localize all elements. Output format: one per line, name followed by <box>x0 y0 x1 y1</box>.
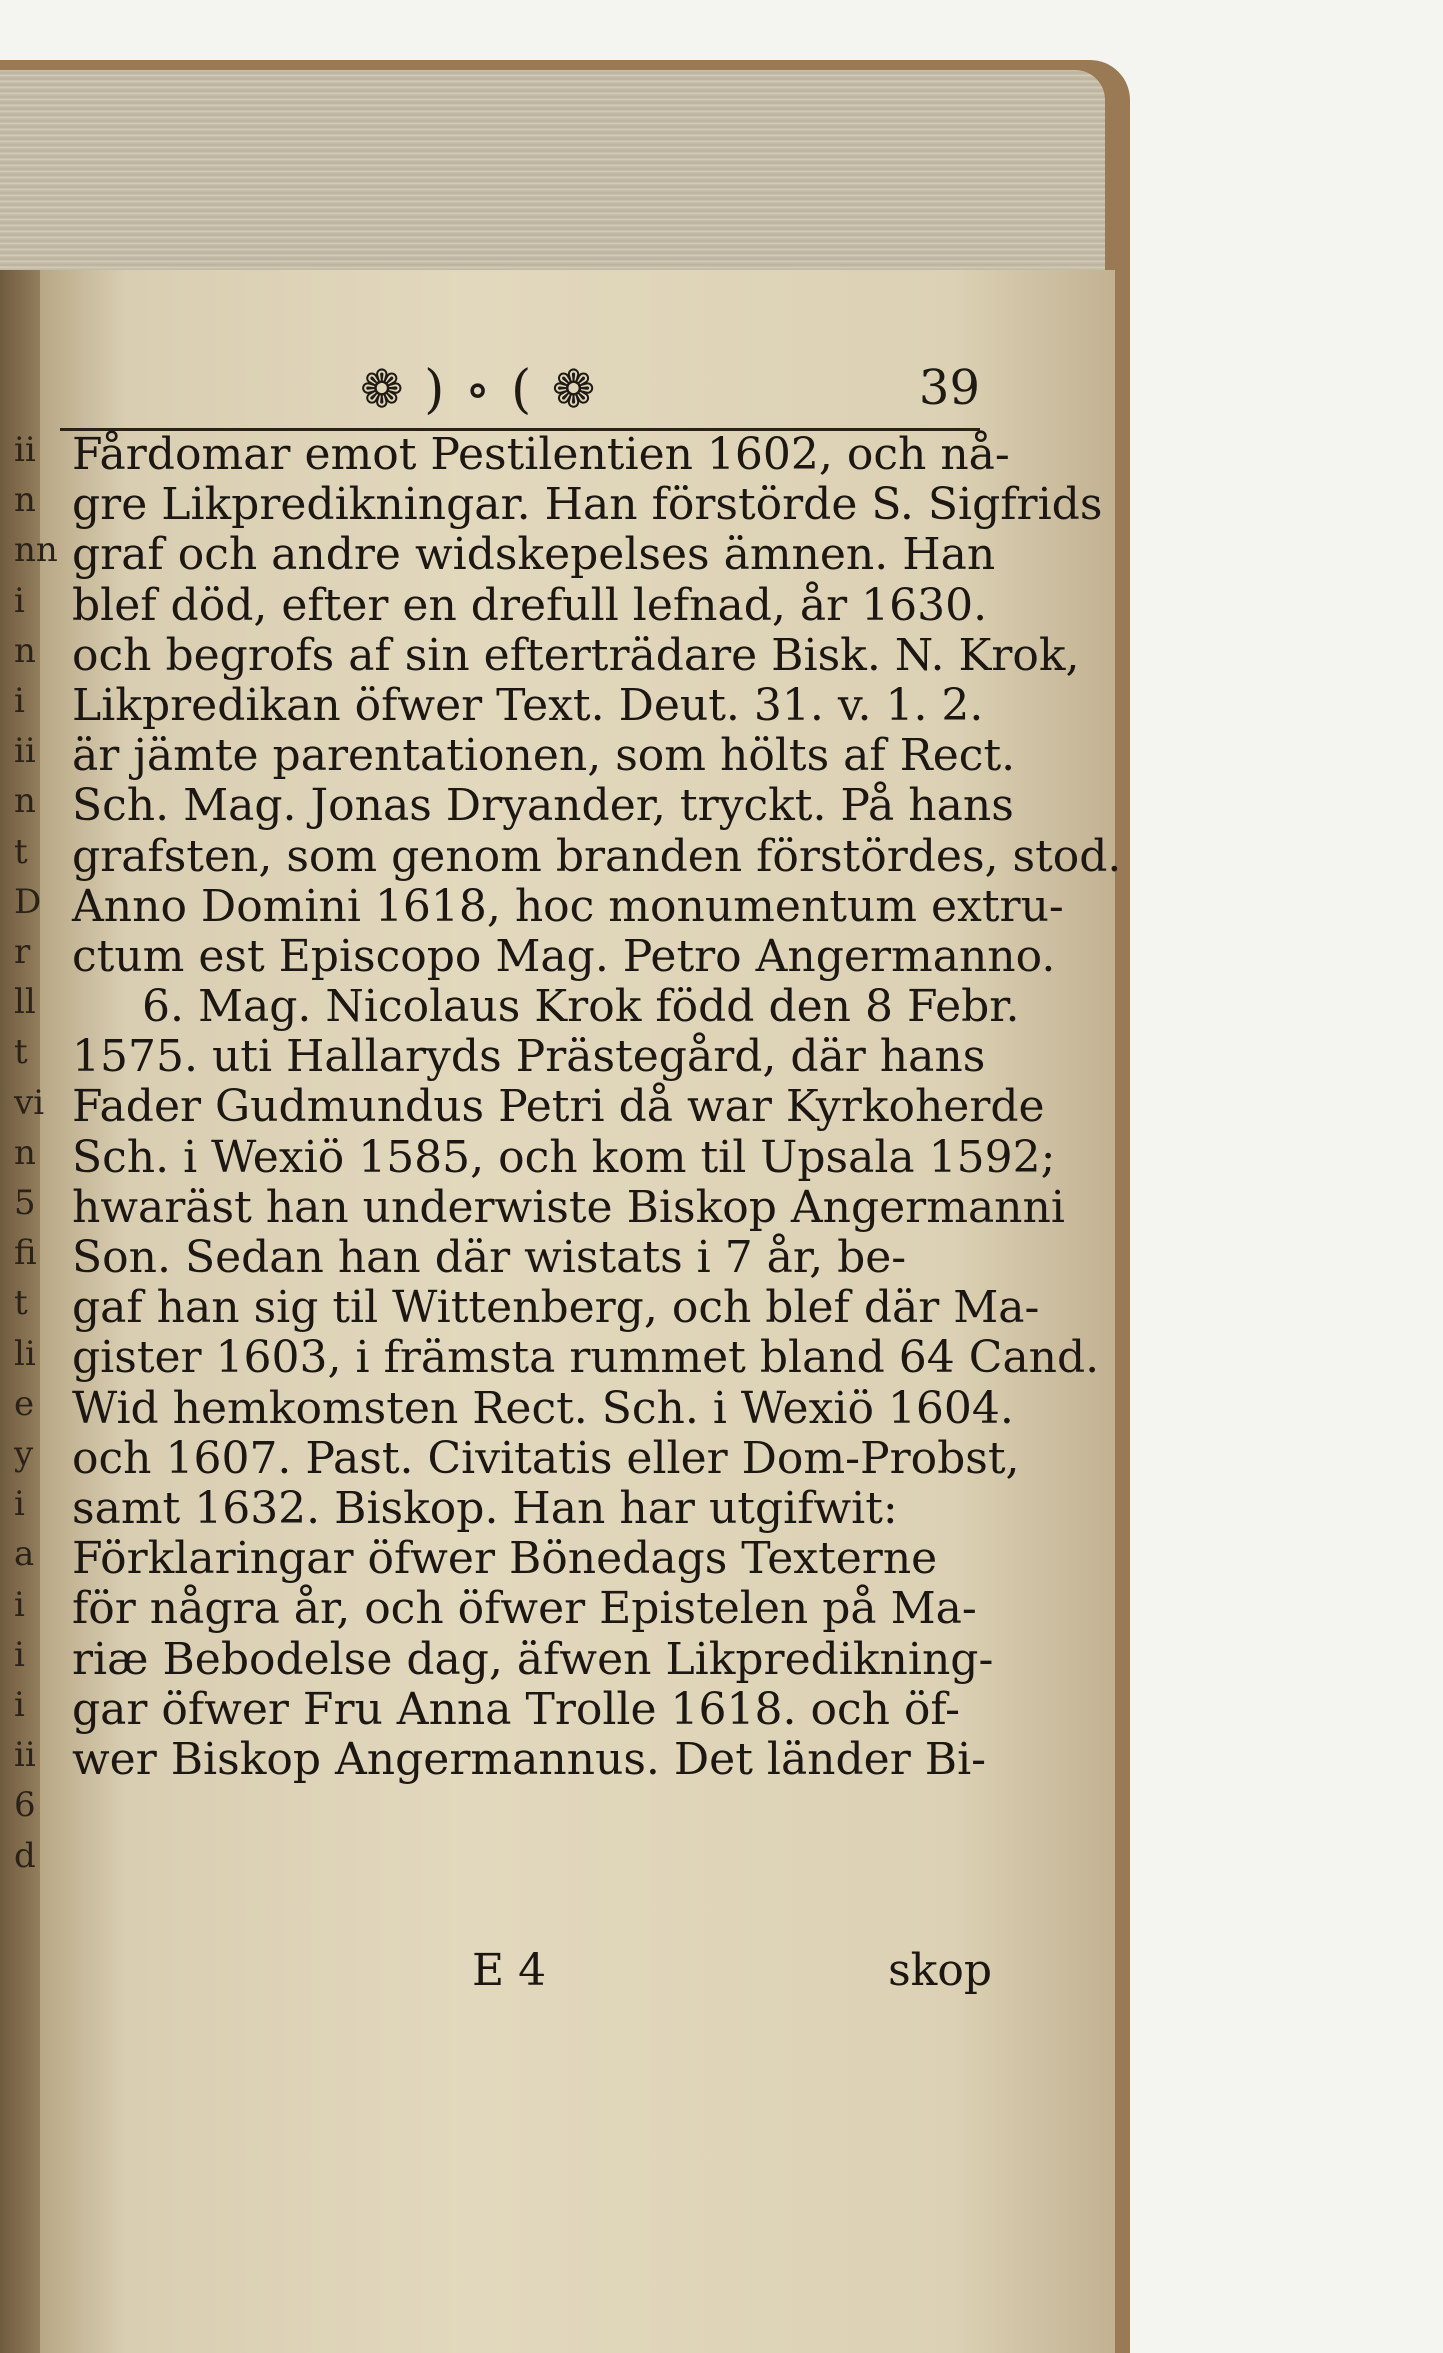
text-line: gre Likpredikningar. Han förstörde S. Sigfrids <box>72 479 1103 531</box>
page-footer <box>72 1945 992 1995</box>
text-line: ctum est Episcopo Mag. Petro Angermanno. <box>72 930 1056 982</box>
gutter-fragment: n <box>14 480 36 521</box>
text-line: gister 1603, i främsta rummet bland 64 Cand. <box>72 1332 1100 1384</box>
text-line: Förklaringar öfwer Bönedags Texterne <box>72 1533 938 1585</box>
text-line: Sch. Mag. Jonas Dryander, tryckt. På hans <box>72 780 1014 832</box>
gutter-fragment: i <box>14 681 25 721</box>
gutter-fragment: ii <box>14 731 36 772</box>
gutter-fragment: t <box>14 1283 28 1324</box>
page-number: 39 <box>918 360 980 416</box>
gutter-fragment: 5 <box>14 1183 36 1223</box>
text-line: riæ Bebodelse dag, äfwen Likpredikning- <box>72 1633 994 1685</box>
catchword: skop <box>888 1945 992 1996</box>
gutter-fragment: a <box>14 1534 35 1575</box>
text-line: är jämte parentationen, som hölts af Rect. <box>72 730 1016 782</box>
text-line: för några år, och öfwer Epistelen på Ma- <box>72 1583 977 1635</box>
gutter-fragment: ll <box>14 982 36 1023</box>
body-text <box>72 429 1122 1785</box>
gutter-fragment: li <box>14 1333 36 1374</box>
gutter-fragment: i <box>14 1685 25 1725</box>
text-line: och begrofs af sin efterträdare Bisk. N. Krok, <box>72 629 1080 681</box>
text-line: Wid hemkomsten Rect. Sch. i Wexiö 1604. <box>72 1382 1014 1434</box>
header-ornament: ❁ ) ∘ ( ❁ <box>360 360 598 420</box>
text-line: gar öfwer Fru Anna Trolle 1618. och öf- <box>72 1683 960 1735</box>
gutter-fragment: d <box>14 1835 36 1876</box>
text-line: 6. Mag. Nicolaus Krok född den 8 Febr. <box>142 981 1020 1033</box>
text-line: graf och andre widskepelses ämnen. Han <box>72 529 996 581</box>
page-edges <box>0 70 1105 280</box>
gutter-fragment: 6 <box>14 1785 36 1826</box>
gutter-fragment: nn <box>14 530 58 571</box>
gutter-fragment: n <box>14 1132 36 1173</box>
text-line: och 1607. Past. Civitatis eller Dom-Probst, <box>72 1432 1020 1484</box>
text-line: wer Biskop Angermannus. Det länder Bi- <box>72 1733 987 1785</box>
gutter-fragment: ii <box>14 1735 36 1776</box>
gutter-fragment: n <box>14 630 36 671</box>
text-line: gaf han sig til Wittenberg, och blef där Ma- <box>72 1282 1040 1334</box>
gutter-fragment: t <box>14 831 28 872</box>
text-line: hwaräst han underwiste Biskop Angermanni <box>72 1181 1065 1233</box>
gutter-fragment: i <box>14 1634 25 1675</box>
gutter-fragment: i <box>14 1584 25 1625</box>
gutter-fragment: t <box>14 1032 28 1073</box>
gutter-fragment: n <box>14 781 36 822</box>
gutter-fragment: y <box>14 1434 34 1474</box>
text-line: 1575. uti Hallaryds Prästegård, där hans <box>72 1031 986 1083</box>
text-line: Fårdomar emot Pestilentien 1602, och nå- <box>72 429 1010 480</box>
gutter-fragment: D <box>14 881 42 922</box>
gutter-fragment: i <box>14 580 25 621</box>
text-line: Fader Gudmundus Petri då war Kyrkoherde <box>72 1081 1045 1133</box>
gutter-fragment: fi <box>14 1233 37 1274</box>
text-line: samt 1632. Biskop. Han har utgifwit: <box>72 1482 898 1534</box>
signature-mark: E 4 <box>472 1945 547 1996</box>
gutter-fragment: vi <box>14 1082 45 1123</box>
gutter-fragment: r <box>14 932 31 972</box>
gutter-fragment: e <box>14 1383 35 1424</box>
gutter-fragment: i <box>14 1484 25 1525</box>
text-line: Likpredikan öfwer Text. Deut. 31. v. 1. 2. <box>72 679 984 731</box>
text-line: Sch. i Wexiö 1585, och kom til Upsala 1592; <box>72 1131 1056 1183</box>
text-line: Son. Sedan han där wistats i 7 år, be- <box>72 1232 907 1283</box>
page-header <box>360 360 980 420</box>
text-line: blef död, efter en drefull lefnad, år 1630. <box>72 579 988 631</box>
text-line: grafsten, som genom branden förstördes, stod. <box>72 830 1122 882</box>
gutter-fragment: ii <box>14 430 36 470</box>
text-line: Anno Domini 1618, hoc monumentum extru- <box>72 880 1064 932</box>
